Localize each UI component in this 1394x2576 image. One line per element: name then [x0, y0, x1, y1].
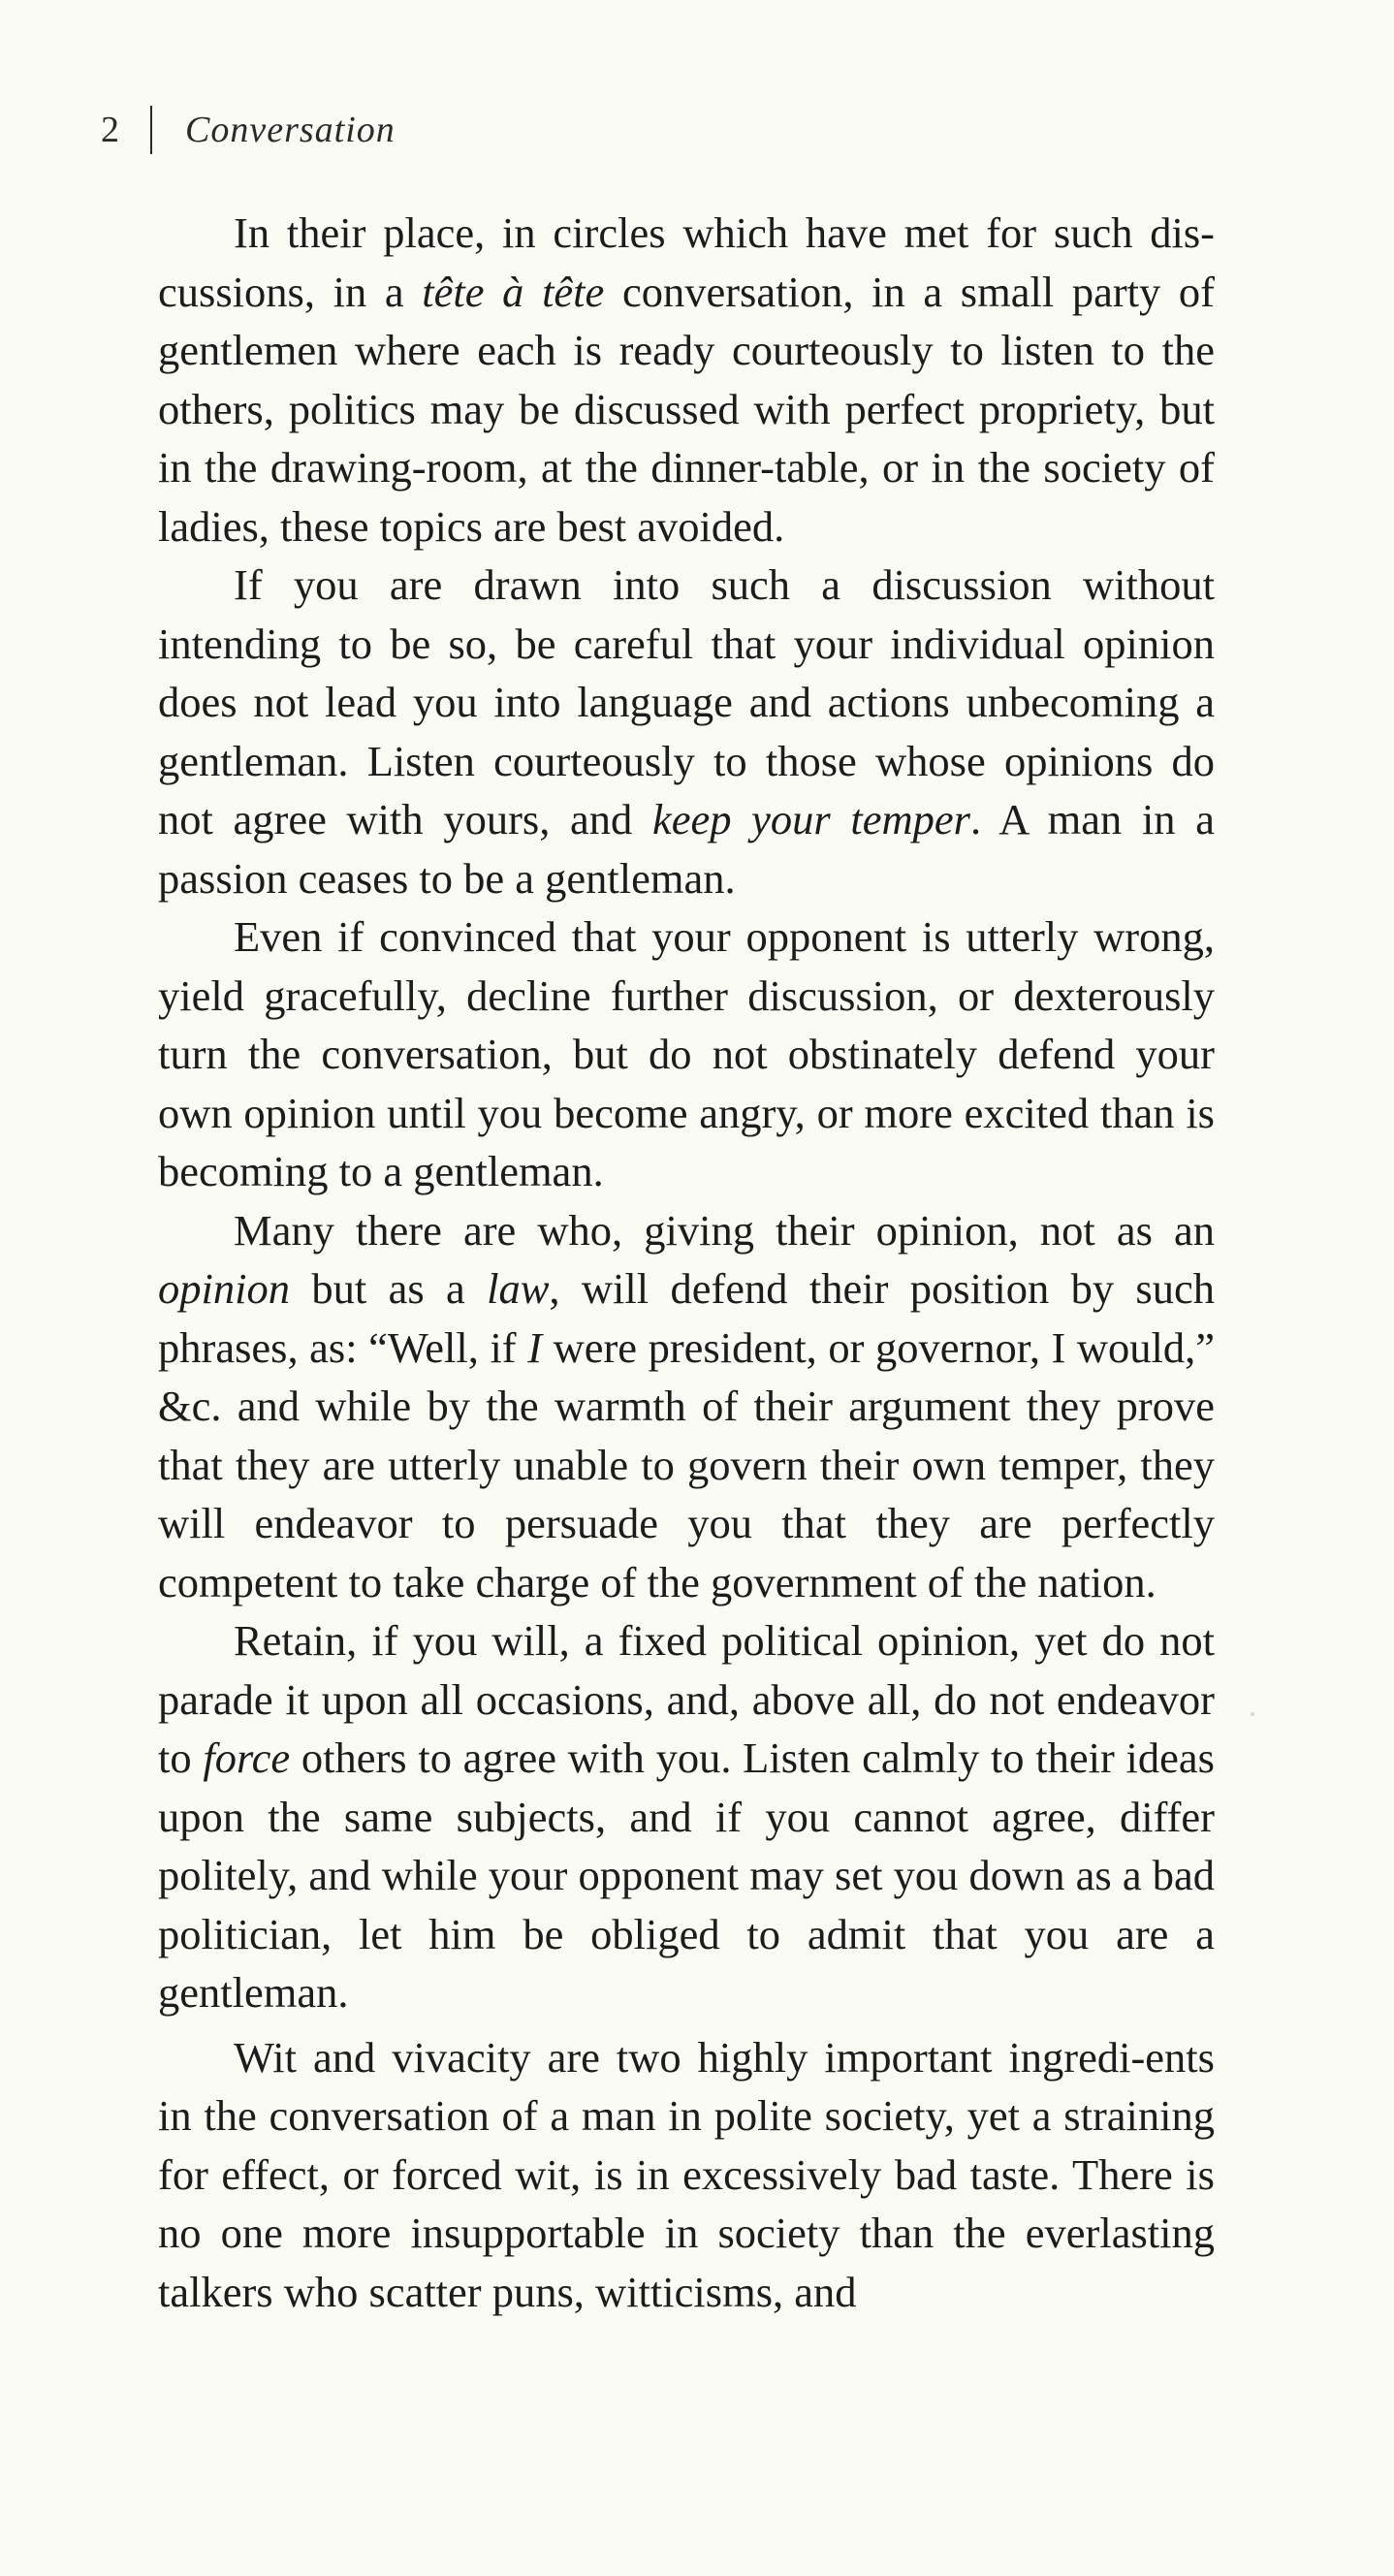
italic-phrase: I [527, 1322, 543, 1372]
paragraph-4: Many there are who, giving their opinion, not as an opinion but as a law, will defend their position by such phrases, as: “Well, if I were president, or governor, I would,” &c. and while by the warmth of their argument they prove that they are utterly unable to govern their own temper, they will endeavor to persuade you that they are perfectly competent to take charge of the government of the nation. [158, 1205, 1216, 1606]
paragraph-2: If you are drawn into such a discussion without intending to be so, be careful that your individual opinion does not lead you into language and actions unbecoming a gentleman. Listen courteously to those whose opinions do not agree with yours, and keep your temper. A man in a passion ceases to be a gentleman. [158, 560, 1215, 903]
italic-phrase: tête à tête [422, 267, 605, 316]
page-number: 2 [101, 110, 119, 150]
running-head [101, 101, 396, 159]
header-divider [150, 106, 152, 154]
paragraph-6: Wit and vivacity are two highly important ingredi-ents in the conversation of a man in polite society, yet a straining for effect, or forced wit, is in excessively bad taste. There is no one more insupportable in society than the everlasting talkers who scatter puns, witticisms, and [158, 2032, 1215, 2316]
section-title: Conversation [185, 110, 396, 150]
italic-phrase: opinion [158, 1264, 290, 1313]
italic-phrase: force [203, 1733, 291, 1782]
paragraph-1: In their place, in circles which have met for such dis-cussions, in a tête à tête conversation, in a small party of gentlemen where each is ready courteously to listen to the others, politics may be discussed with perfect propriety, but in the drawing-room, at the dinner-table, or in the society of ladies, these topics are best avoided. [158, 208, 1216, 551]
paragraph-5: Retain, if you will, a fixed political opinion, yet do not parade it upon all occasions, and, above all, do not endeavor to force others to agree with you. Listen calmly to their ideas upon the same subjects, and if you cannot agree, differ politely, and while your opponent may set you down as a bad politician, let him be obliged to admit that you are a gentleman. [158, 1616, 1215, 2017]
italic-phrase: keep your temper [651, 795, 970, 843]
paragraph-3: Even if convinced that your opponent is utterly wrong, yield gracefully, decline further discussion, or dexterously turn the conversation, but do not obstinately defend your own opinion until you become angry, or more excited than is becoming to a gentleman. [158, 912, 1215, 1195]
scan-speck [1251, 1712, 1254, 1716]
italic-phrase: law [487, 1264, 550, 1313]
body-text [158, 204, 1215, 2321]
